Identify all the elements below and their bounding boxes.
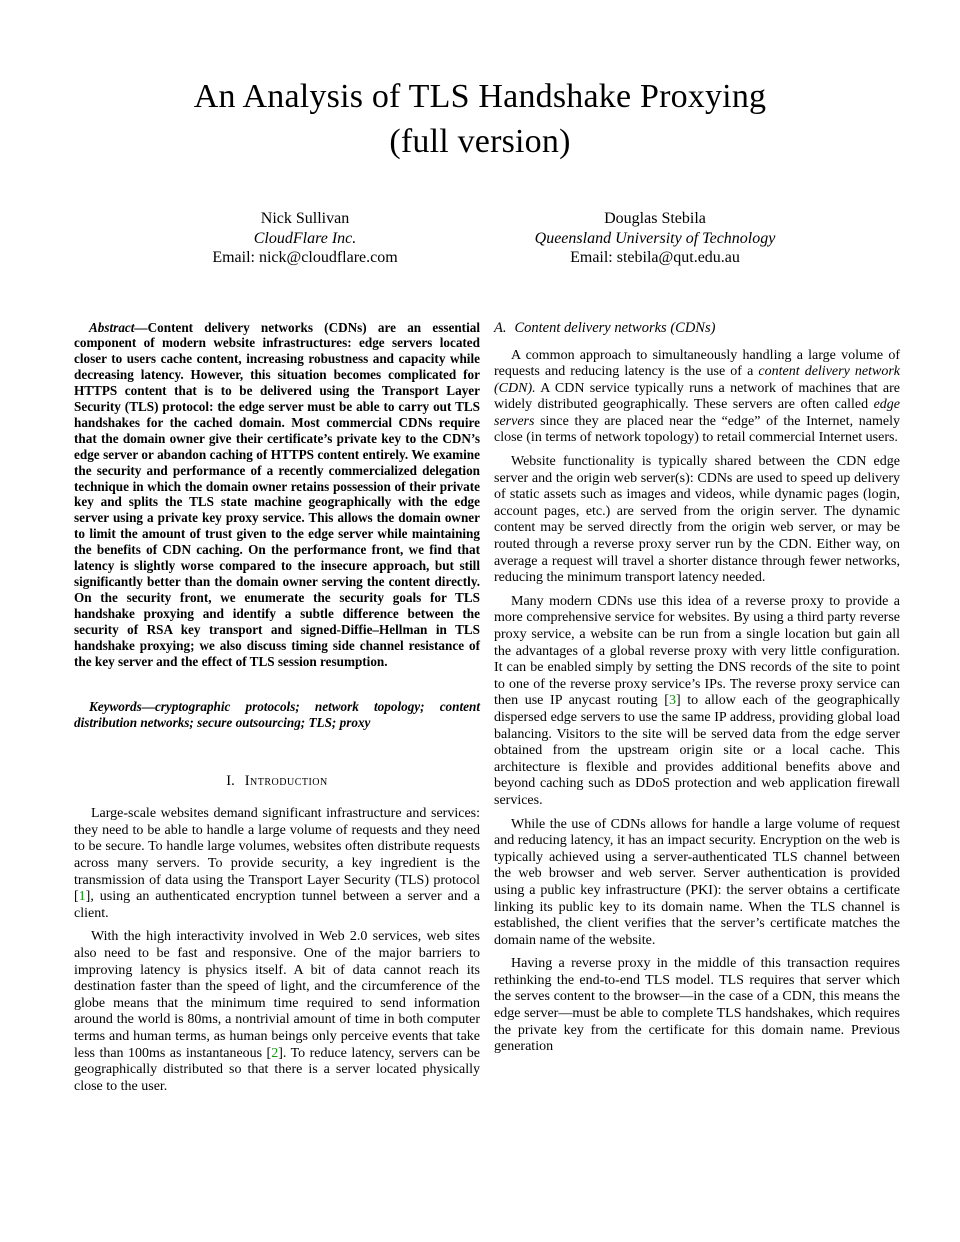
intro-paragraph-1 [74, 806, 480, 922]
paragraph-text: Many modern CDNs use this idea of a reverse proxy to provide a more comprehensive service for websites. By using a third party reverse proxy service, a website can be run from a single location but gain all the advantages of a global reverse proxy with very little configuration. It can be enabled simply by setting the DNS records of the site to point to one of the reverse proxy service’s IPs. The reverse proxy service can then use IP anycast routing [ [494, 593, 900, 709]
paragraph-text: Large-scale websites demand significant infrastructure and services: they need to be able to handle a large volume of requests and they need to be secure. To handle large volumes, websites often distribute requests across many servers. To provide security, a key ingredient is the transmission of data using the Transport Layer Security (TLS) protocol [ [74, 806, 480, 905]
paper-title [0, 0, 960, 164]
paper-title-line1: An Analysis of TLS Handshake Proxying [193, 78, 767, 115]
author-2-email: Email: stebila@qut.edu.au [570, 249, 740, 266]
left-column [74, 320, 480, 1096]
subsection-heading-cdns [494, 320, 900, 337]
paragraph-text: ]. To reduce latency, servers can be geographically distributed so that there is a server located physically close to the user. [74, 1045, 480, 1094]
subsection-number: A. [494, 319, 507, 336]
author-2-affiliation: Queensland University of Technology [534, 229, 776, 247]
subsection-title: Content delivery networks (CDNs) [514, 319, 716, 336]
author-block [130, 209, 830, 268]
two-column-body [74, 320, 900, 1096]
citation-link-3[interactable]: 3 [668, 693, 676, 709]
author-1-affiliation: CloudFlare Inc. [253, 229, 357, 247]
emphasized-term-cdn: content delivery network (CDN). [494, 364, 900, 396]
section-title: Introduction [244, 773, 328, 790]
paragraph-text: With the high interactivity involved in Web 2.0 services, web sites also need to be fast and responsive. One of the major barriers to improving latency is physics itself. A bit of data cannot reach its destination faster than the speed of light, and the circumference of the globe means that the minimum time required to send information around the world is 80ms, a nontrivial amount of time in both computer terms and human terms, as human beings only perceive events that take less than 100ms as instantaneous [ [74, 929, 480, 1061]
section-number: I. [226, 773, 235, 790]
abstract [74, 320, 480, 670]
abstract-label: Abstract— [89, 319, 148, 335]
cdn-paragraph-5: Having a reverse proxy in the middle of this transaction requires rethinking the end-to-end TLS model. TLS requires that server which the serves content to the browser—in the case of a CDN, this means the edge server—must be able to complete TLS handshakes, which requires the private key from the certificate for this domain name. Previous generation [494, 956, 900, 1055]
cdn-paragraph-1 [494, 348, 900, 448]
cdn-paragraph-3 [494, 594, 900, 810]
abstract-text: Content delivery networks (CDNs) are an essential component of modern website infrastructures: edge servers located closer to users cache content, increasing robustness and capacity while decreasing latency. However, this situation becomes complicated for HTTPS content that is to be delivered using the Transport Layer Security (TLS) protocol: the edge server must be able to carry out TLS handshakes for the cached domain. Most commercial CDNs require that the domain owner give their certificate’s private key to the CDN’s edge server or abandon caching of HTTPS content entirely. We examine the security and performance of a recently commercialized delegation technique in which the domain owner retains possession of their private key and splits the TLS state machine geographically with the edge server using a private key proxy service. This allows the domain owner to limit the amount of trust given to the edge server while maintaining the benefits of CDN caching. On the performance front, we find that latency is slightly worse compared to the insecure approach, but still significantly better than the domain owner serving the content directly. On the security front, we enumerate the security goals for TLS handshake proxying and identify a subtle difference between the security of RSA key transport and signed-Diffie–Hellman in TLS handshake proxying; we also discuss timing side channel resistance of the key server and the effect of TLS session resumption. [74, 319, 480, 669]
author-2 [480, 209, 830, 268]
paragraph-text: ], using an authenticated encryption tunnel between a server and a client. [74, 889, 480, 921]
author-2-name: Douglas Stebila [604, 210, 706, 227]
section-heading-introduction [74, 773, 480, 790]
author-1-email: Email: nick@cloudflare.com [212, 249, 398, 266]
paragraph-text: ] to allow each of the geographically dispersed edge servers to use the same IP address, providing global load balancing. Visitors to the site will be served data from the edge server obtained from the upstream origin site or a local cache. This architecture is flexible and provides additional benefits above and beyond caching such as DDoS protection and web application firewall services. [494, 693, 901, 808]
cdn-paragraph-4: While the use of CDNs allows for handle a large volume of request and reducing latency, it has an impact security. Encryption on the web is typically achieved using a server-authenticated TLS channel between the web browser and web server. Server authentication is provided using a public key infrastructure (PKI): the server obtains a certificate linking its public key to its domain name. When the TLS channel is established, the client verifies that the server’s certificate matches the domain name of the website. [494, 816, 900, 948]
paragraph-text: A CDN service typically runs a network of machines that are widely distributed geographically. These servers are often called [494, 380, 900, 413]
intro-paragraph-2 [74, 929, 480, 1095]
paragraph-text: A common approach to simultaneously handling a large volume of requests and reducing latency is the use of a [494, 347, 900, 380]
author-1-name: Nick Sullivan [260, 210, 350, 227]
citation-link-2[interactable]: 2 [271, 1045, 279, 1061]
author-1 [130, 209, 480, 268]
paper-title-line2: (full version) [389, 123, 571, 160]
emphasized-term-edge-servers: edge servers [494, 397, 900, 429]
citation-link-1[interactable]: 1 [78, 889, 86, 905]
paragraph-text: since they are placed near the “edge” of the Internet, namely close (in terms of network topology) to retail commercial Internet users. [494, 413, 900, 446]
keywords: Keywords—cryptographic protocols; network topology; content distribution networks; secure outsourcing; TLS; proxy [74, 699, 480, 731]
right-column [494, 320, 900, 1096]
cdn-paragraph-2: Website functionality is typically shared between the CDN edge server and the origin web server(s): CDNs are used to speed up delivery of static assets such as images and videos, while dynamic pages (login, account pages, etc.) are served from the origin server. The dynamic content may be served directly from the origin web server, or may be routed through a reverse proxy server run by the CDN. Either way, on average a request will travel a shorter distance through fewer networks, reducing the minimum transport latency needed. [494, 454, 900, 586]
